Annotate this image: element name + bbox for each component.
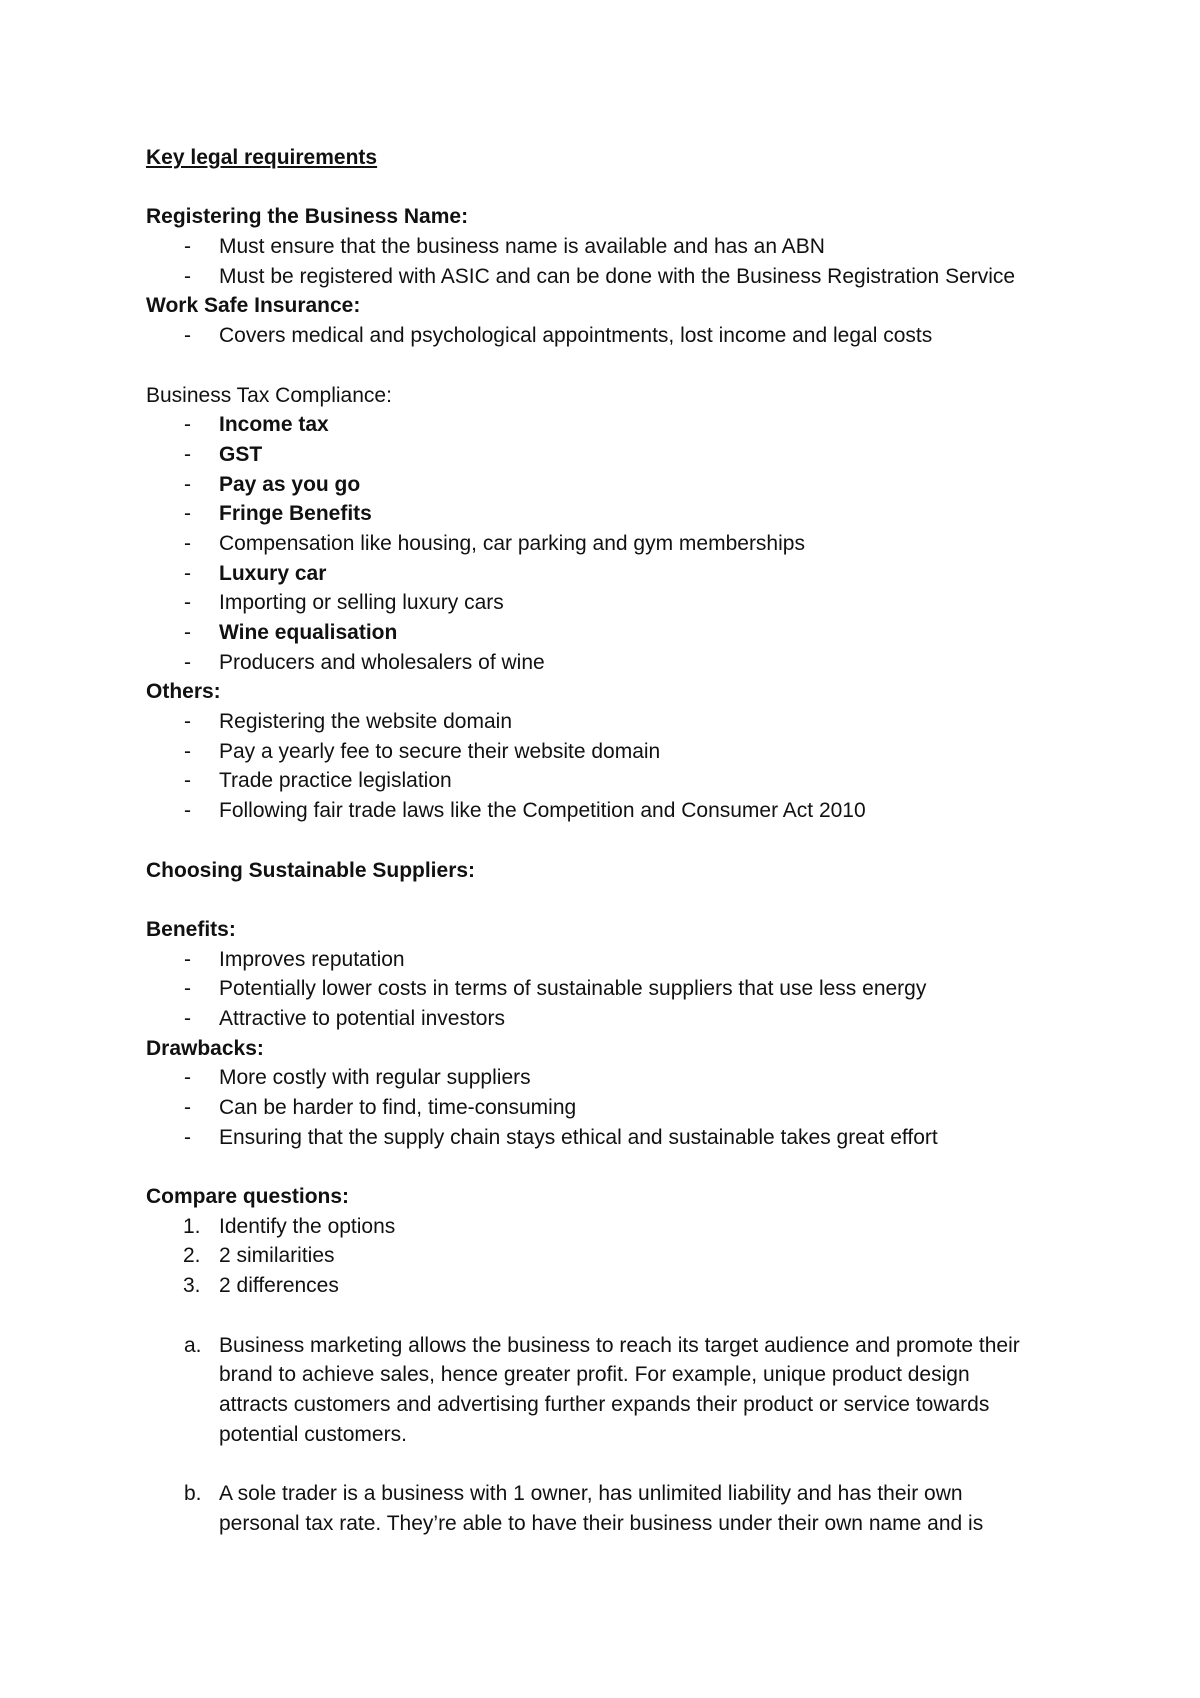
dash-marker: - <box>184 413 191 437</box>
list-item-text: Ensuring that the supply chain stays ethical and sustainable takes great effort <box>219 1125 938 1149</box>
dash-marker: - <box>184 1006 191 1030</box>
list-item-text: GST <box>219 442 263 466</box>
worksafe-list <box>146 321 1100 351</box>
list-item <box>146 1212 1100 1242</box>
dash-marker: - <box>184 442 191 466</box>
others-list <box>146 707 1100 826</box>
spacer <box>146 173 1100 203</box>
suppliers-heading: Choosing Sustainable Suppliers: <box>146 858 476 882</box>
dash-marker: - <box>184 1066 191 1090</box>
answer-paragraph: Business marketing allows the business to reach its target audience and promote their brand to achieve sales, hence greater profit. For example, unique product design attracts customers and advertising further expands their product or service towards potential customers. <box>219 1333 1020 1446</box>
drawbacks-list <box>146 1063 1100 1152</box>
list-item-text: More costly with regular suppliers <box>219 1066 531 1090</box>
dash-marker: - <box>184 472 191 496</box>
dash-marker: - <box>184 235 191 259</box>
list-item-text: Improves reputation <box>219 947 405 971</box>
dash-marker: - <box>184 561 191 585</box>
registering-list <box>146 232 1100 291</box>
dash-marker: - <box>184 1096 191 1119</box>
list-item <box>146 945 1100 975</box>
list-item-text: Compensation like housing, car parking and gym memberships <box>219 531 805 555</box>
answers-list <box>146 1331 1100 1539</box>
spacer <box>146 1152 1100 1182</box>
list-item-text: Must be registered with ASIC and can be done with the Business Registration Service <box>219 264 1016 288</box>
list-item <box>146 648 1100 678</box>
list-item <box>146 529 1100 559</box>
number-marker: 1. <box>183 1214 201 1238</box>
dash-marker: - <box>184 710 191 734</box>
list-item-text: Producers and wholesalers of wine <box>219 650 545 674</box>
list-item-text: Identify the options <box>219 1214 396 1238</box>
list-item-text: Fringe Benefits <box>219 502 372 526</box>
list-item <box>146 618 1100 648</box>
page-title: Key legal requirements <box>146 146 378 169</box>
list-item-text: Trade practice legislation <box>219 769 452 793</box>
list-item <box>146 1479 1100 1538</box>
spacer <box>146 826 1100 856</box>
letter-marker: b. <box>184 1482 202 1505</box>
list-item <box>146 1004 1100 1034</box>
list-item-text: Covers medical and psychological appointments, lost income and legal costs <box>219 324 933 348</box>
list-item <box>146 1063 1100 1093</box>
dash-marker: - <box>184 324 191 348</box>
letter-marker: a. <box>184 1333 202 1357</box>
benefits-list <box>146 945 1100 1034</box>
list-item-text: 2 similarities <box>219 1244 335 1268</box>
list-item <box>146 470 1100 500</box>
number-marker: 2. <box>183 1244 201 1268</box>
compare-heading: Compare questions: <box>146 1185 350 1209</box>
dash-marker: - <box>184 977 191 1001</box>
compare-list <box>146 1212 1100 1301</box>
list-item <box>146 1271 1100 1301</box>
tax-heading: Business Tax Compliance: <box>146 383 392 407</box>
list-item-text: Following fair trade laws like the Competition and Consumer Act 2010 <box>219 799 866 823</box>
list-item <box>146 974 1100 1004</box>
list-item <box>146 796 1100 826</box>
drawbacks-heading: Drawbacks: <box>146 1036 264 1060</box>
list-item-text: Pay a yearly fee to secure their website domain <box>219 739 661 763</box>
dash-marker: - <box>184 1125 191 1149</box>
list-item <box>146 262 1100 292</box>
list-item-text: Luxury car <box>219 561 327 585</box>
list-item <box>146 1093 1100 1123</box>
spacer <box>146 1301 1100 1331</box>
list-item-text: 2 differences <box>219 1274 339 1298</box>
list-item <box>146 232 1100 262</box>
dash-marker: - <box>184 947 191 971</box>
dash-marker: - <box>184 621 191 644</box>
list-item <box>146 766 1100 796</box>
dash-marker: - <box>184 799 191 823</box>
registering-heading: Registering the Business Name: <box>146 205 469 229</box>
list-item-text: Income tax <box>219 413 329 437</box>
list-item-text: Importing or selling luxury cars <box>219 591 504 615</box>
dash-marker: - <box>184 650 191 674</box>
list-item <box>146 499 1100 529</box>
dash-marker: - <box>184 531 191 555</box>
dash-marker: - <box>184 769 191 793</box>
dash-marker: - <box>184 739 191 763</box>
benefits-heading: Benefits: <box>146 917 236 941</box>
list-item <box>146 588 1100 618</box>
list-item <box>146 559 1100 589</box>
list-item-text: Attractive to potential investors <box>219 1006 505 1030</box>
others-heading: Others: <box>146 680 221 704</box>
list-item <box>146 440 1100 470</box>
list-item-text: Potentially lower costs in terms of sustainable suppliers that use less energy <box>219 977 927 1001</box>
list-item <box>146 707 1100 737</box>
worksafe-heading: Work Safe Insurance: <box>146 294 361 318</box>
answer-paragraph: A sole trader is a business with 1 owner, has unlimited liability and has their own personal tax rate. They’re able to have their business under their own name and is <box>219 1482 984 1535</box>
tax-list <box>146 410 1100 677</box>
list-item <box>146 321 1100 351</box>
list-item-text: Must ensure that the business name is available and has an ABN <box>219 235 825 259</box>
list-item-text: Wine equalisation <box>219 621 398 644</box>
number-marker: 3. <box>183 1274 201 1298</box>
spacer <box>146 885 1100 915</box>
spacer <box>146 351 1100 381</box>
dash-marker: - <box>184 502 191 526</box>
list-item <box>146 410 1100 440</box>
list-item <box>146 1241 1100 1271</box>
list-item-text: Registering the website domain <box>219 710 512 734</box>
list-item-text: Pay as you go <box>219 472 361 496</box>
dash-marker: - <box>184 591 191 615</box>
list-item <box>146 737 1100 767</box>
list-item-text: Can be harder to find, time-consuming <box>219 1096 577 1119</box>
list-item <box>146 1331 1100 1450</box>
list-item <box>146 1123 1100 1153</box>
dash-marker: - <box>184 264 191 288</box>
